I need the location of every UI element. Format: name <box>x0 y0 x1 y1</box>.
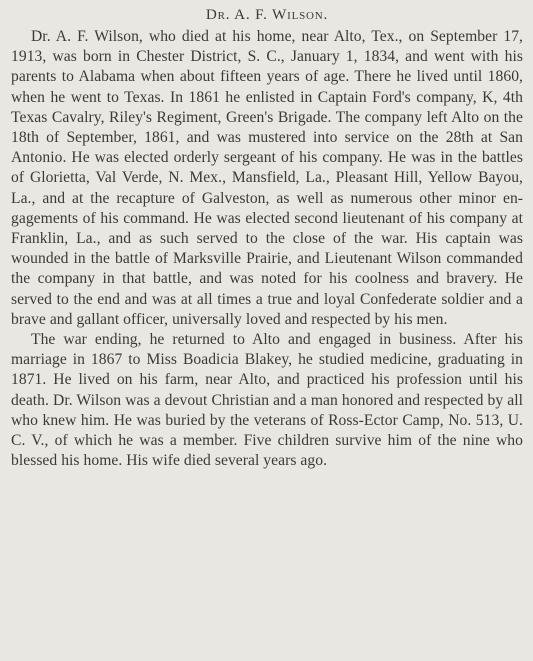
article-paragraph-1: Dr. A. F. Wilson, who died at his home, near Alto, Tex., on September 17, 1913, was born in Chester District, S. C., January 1, 1834, and went with his parents to Alabama when about fifteen years of age. There he lived until 1860, when he went to Texas. In 1861 he enlisted in Captain Ford's company, K, 4th Texas Cavalry, Riley's Regiment, Green's Brigade. The company left Alto on the 18th of September, 1861, and was mustered into service on the 28th at San Antonio. He was elected orderly sergeant of his company. He was in the battles of Glorietta, Val Verde, N. Mex., Mansfield, La., Pleasant Hill, Yellow Bayou, La., and at the recapture of Galveston, as well as numerous other minor engagements of his command. He was elected second lieutenant of his company at Franklin, La., and as such served to the close of the war. His captain was wounded in the battle of Marksville Prairie, and Lieutenant Wilson commanded the company in that battle, and was noted for his coolness and bravery. He served to the end and was at all times a true and loyal Confederate soldier and a brave and gallant officer, universally loved and respected by his men. <box>11 28 523 328</box>
article-title: Dr. A. F. Wilson. <box>205 6 329 23</box>
article-paragraph-2: The war ending, he returned to Alto and engaged in business. After his marriage in 1867 to Miss Boadicia Blakey, he studied medicine, graduating in 1871. He lived on his farm, near Alto, and practiced his profession until his death. Dr. Wilson was a devout Christian and a man honored and respected by all who knew him. He was buried by the veterans of Ross-Ector Camp, No. 513, U. C. V., of which he was a member. Five children survive him of the nine who blessed his home. His wife died several years ago. <box>11 331 523 470</box>
